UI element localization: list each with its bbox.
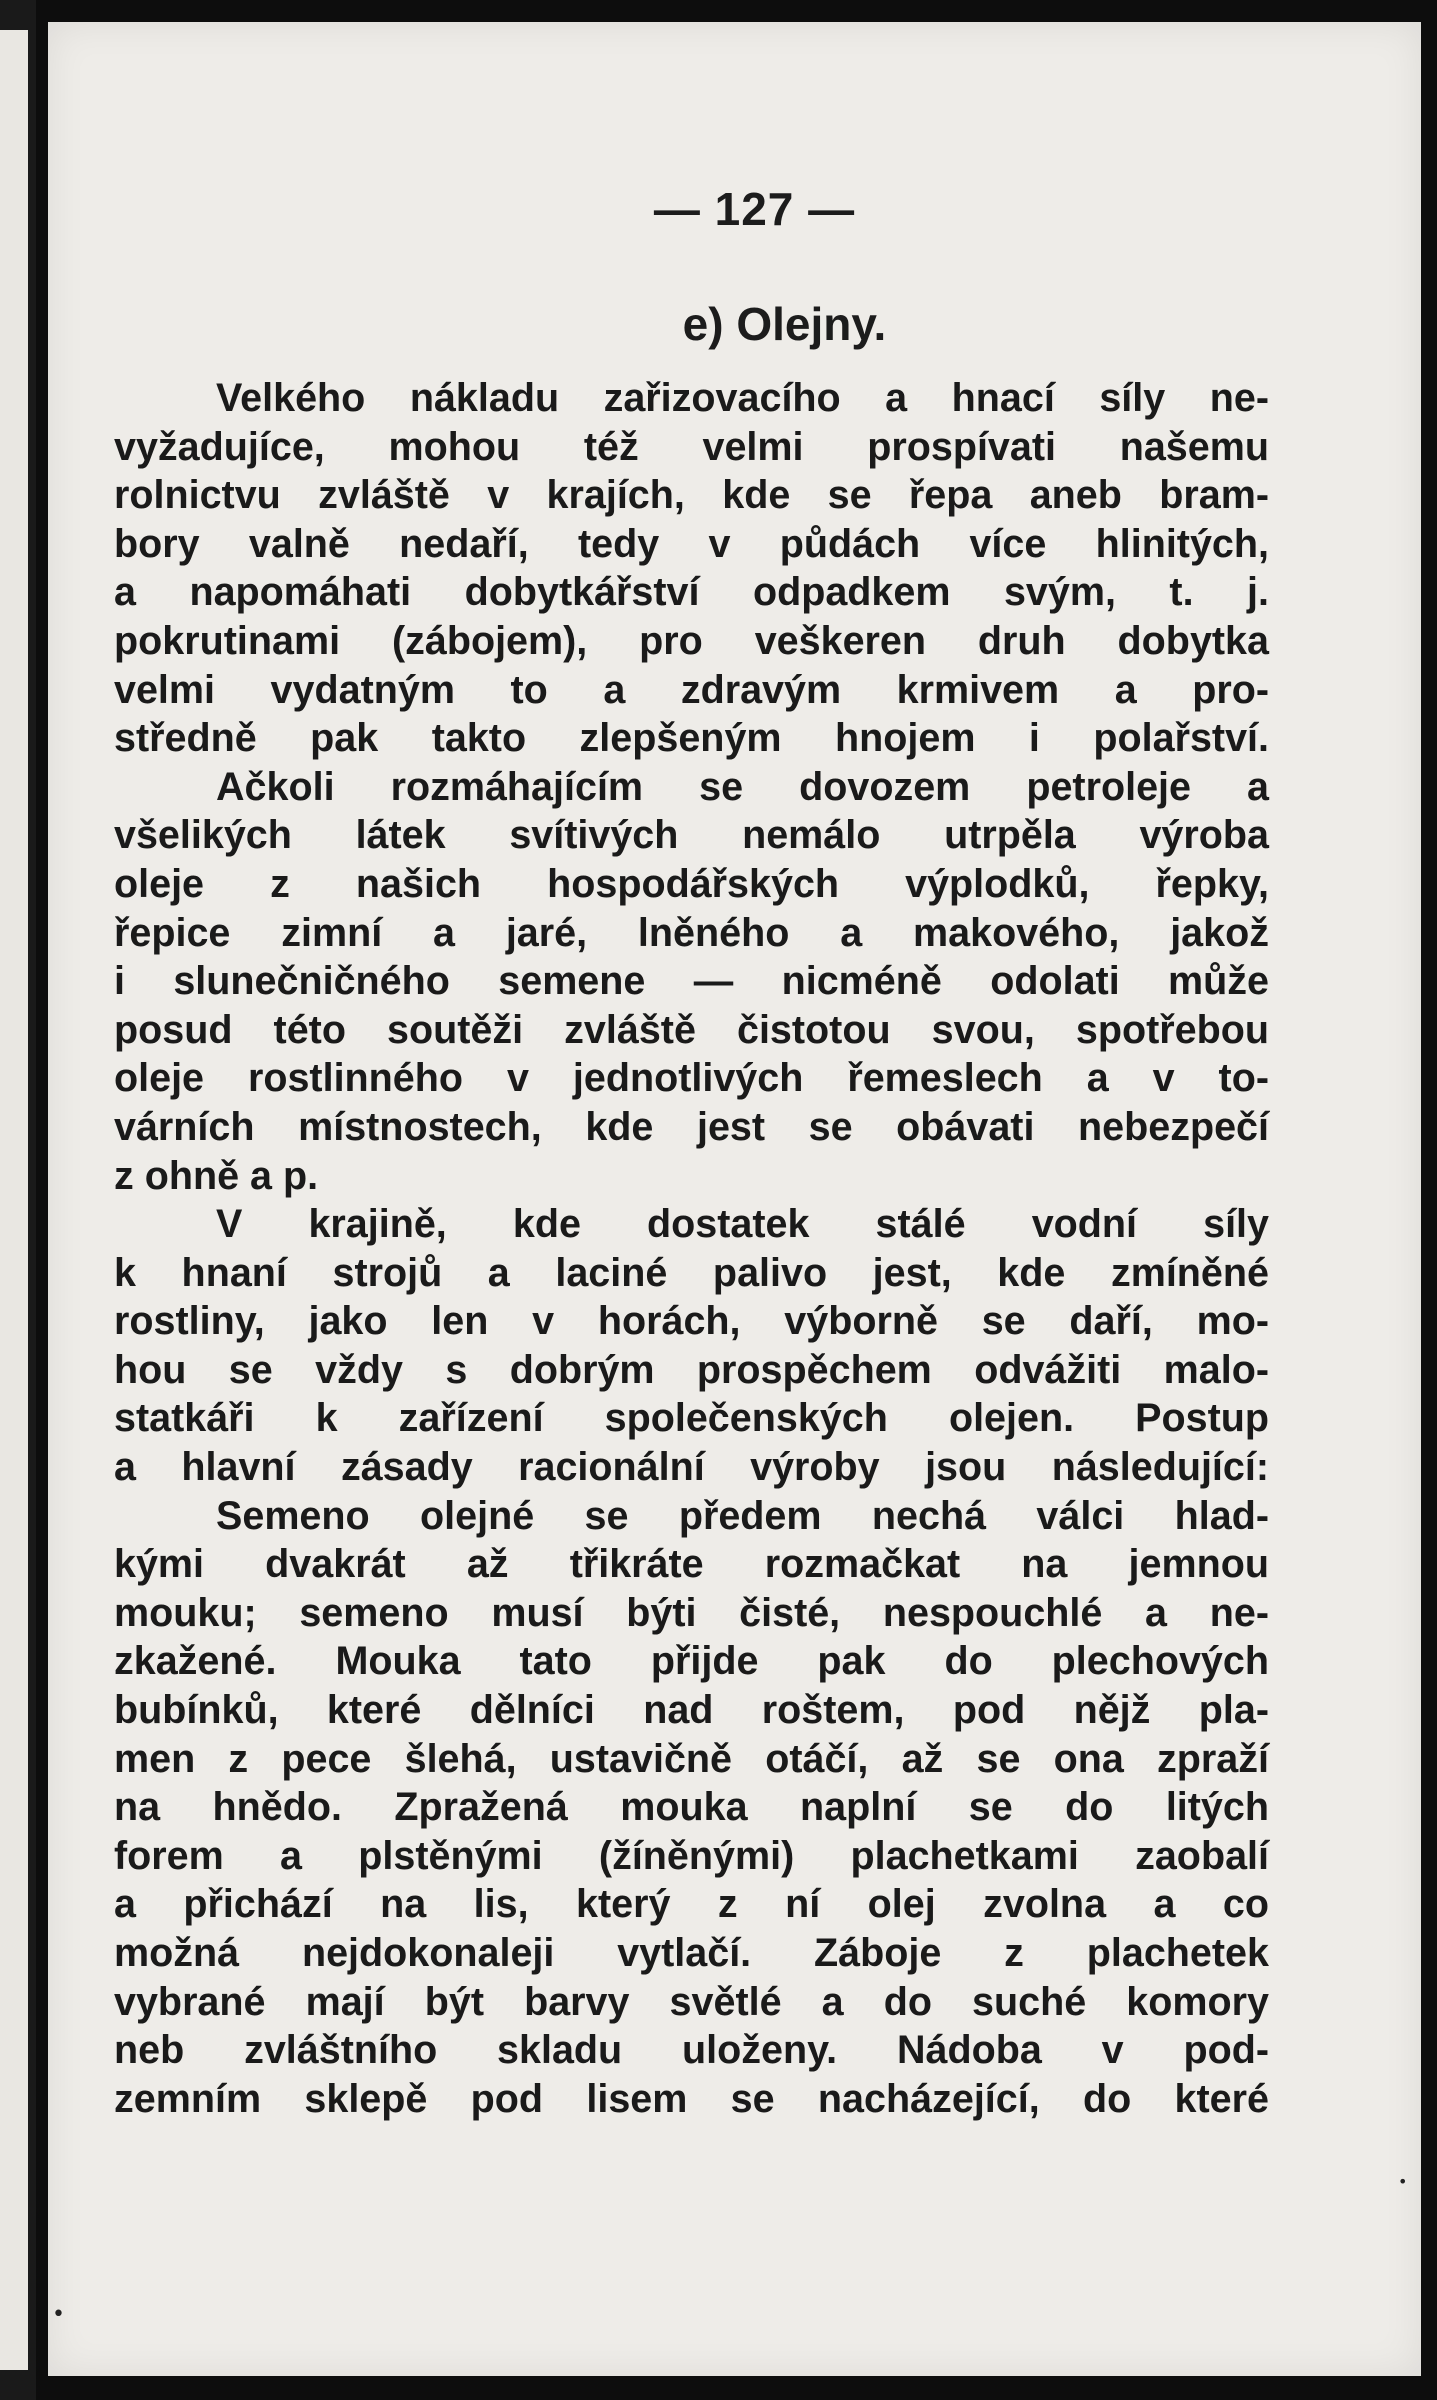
text-line: V krajině, kde dostatek stálé vodní síly — [216, 1202, 1269, 1247]
text-line: i slunečničného semene — nicméně odolati může — [114, 959, 1269, 1004]
text-line: z ohně a p. — [114, 1153, 319, 1198]
speck: • — [1398, 2172, 1408, 2191]
text-line: rostliny, jako len v horách, výborně se daří, mo- — [114, 1299, 1269, 1344]
text-line: oleje z našich hospodářských výplodků, řepky, — [114, 861, 1269, 906]
text-line: mouku; semeno musí býti čisté, nespouchlé a ne- — [114, 1590, 1269, 1635]
page-number: — 127 — — [653, 183, 856, 235]
text-line: vyžadujíce, mohou též velmi prospívati našemu — [114, 424, 1269, 469]
text-line: bory valně nedaří, tedy v půdách více hlinitých, — [114, 521, 1269, 566]
text-line: kými dvakrát až třikráte rozmačkat na jemnou — [114, 1542, 1269, 1587]
text-line: zkažené. Mouka tato přijde pak do plechových — [114, 1639, 1269, 1684]
text-line: neb zvláštního skladu uloženy. Nádoba v pod- — [114, 2028, 1269, 2073]
text-line: Ačkoli rozmáhajícím se dovozem petroleje a — [216, 764, 1269, 809]
text-line: na hnědo. Zpražená mouka naplní se do litých — [114, 1785, 1269, 1830]
text-line: oleje rostlinného v jednotlivých řemeslech a v to- — [114, 1056, 1269, 1101]
text-line: Semeno olejné se předem nechá válci hlad- — [216, 1493, 1269, 1538]
text-line: men z pece šlehá, ustavičně otáčí, až se ona zpraží — [114, 1736, 1269, 1781]
text-line: bubínků, které dělníci nad roštem, pod nějž pla- — [114, 1688, 1269, 1733]
text-line: pokrutinami (zábojem), pro veškeren druh dobytka — [114, 618, 1269, 663]
text-line: zemním sklepě pod lisem se nacházející, do které — [114, 2076, 1269, 2121]
book-page — [48, 22, 1421, 2376]
text-line: a napomáhati dobytkářství odpadkem svým, t. j. — [114, 570, 1269, 615]
text-line: Velkého nákladu zařizovacího a hnací síly ne- — [216, 376, 1269, 420]
text-line: posud této soutěži zvláště čistotou svou, spotřebou — [114, 1007, 1269, 1052]
text-line: všelikých látek svítivých nemálo utrpěla výroba — [114, 813, 1269, 858]
text-line: velmi vydatným to a zdravým krmivem a pro- — [114, 667, 1269, 712]
text-line: a přichází na lis, který z ní olej zvolna a co — [114, 1882, 1269, 1927]
speck: • — [52, 2302, 65, 2327]
text-line: k hnaní strojů a laciné palivo jest, kde zmíněné — [114, 1250, 1269, 1295]
text-line: středně pak takto zlepšeným hnojem i polařství. — [114, 716, 1269, 761]
facing-page-edge — [0, 30, 28, 2370]
text-line: forem a plstěnými (žíněnými) plachetkami zaobalí — [114, 1833, 1269, 1878]
text-line: hou se vždy s dobrým prospěchem odvážiti malo- — [114, 1347, 1269, 1392]
text-line: statkáři k zařízení společenských olejen. Postup — [114, 1396, 1269, 1441]
body-text — [114, 374, 1269, 2123]
text-line: řepice zimní a jaré, lněného a makového, jakož — [114, 910, 1269, 955]
text-line: vybrané mají být barvy světlé a do suché komory — [114, 1979, 1269, 2024]
section-heading: e) Olejny. — [682, 298, 887, 350]
text-line: a hlavní zásady racionální výroby jsou následující: — [114, 1445, 1269, 1490]
text-line: rolnictvu zvláště v krajích, kde se řepa aneb bram- — [114, 473, 1269, 518]
text-line: várních místnostech, kde jest se obávati nebezpečí — [114, 1104, 1269, 1149]
text-line: možná nejdokonaleji vytlačí. Záboje z plachetek — [114, 1931, 1269, 1975]
